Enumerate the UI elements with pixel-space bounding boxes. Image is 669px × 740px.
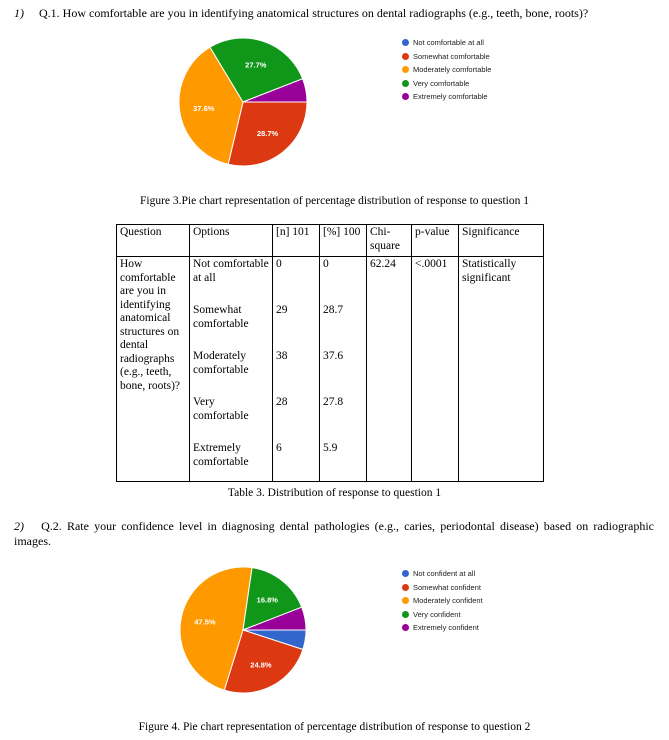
legend-dot [402,39,409,46]
question-1-text: Q.1. How comfortable are you in identifying anatomical structures on dental radiographs (e.g., teeth, bone, roots)? [39,6,589,20]
legend-dot [402,624,409,631]
question-2-text: Q.2. Rate your confidence level in diagnosing dental pathologies (e.g., caries, periodontal disease) based on radiographic images. [14,519,655,548]
legend-dot [402,80,409,87]
chi-square-cell: 62.24 [367,257,412,482]
legend-item [402,581,483,595]
pie-chart-question-1 [160,30,330,180]
pie-data-label: 27.7% [245,60,267,70]
table-header-row [117,225,544,257]
pie-chart-question-2 [163,560,333,700]
legend-label: Somewhat comfortable [413,51,490,61]
legend-label: Moderately comfortable [413,65,492,74]
header-options: Options [190,225,273,257]
legend-label: Very confident [413,609,461,619]
n-value: 38 [276,350,288,362]
n-value: 6 [276,442,282,454]
legend-dot [402,66,409,73]
option-item: Not comfortable at all [193,258,269,284]
legend-item [402,77,491,91]
n-value: 0 [276,258,282,270]
percent-value: 27.8 [323,396,344,408]
legend-dot [402,584,409,591]
question-2-number: 2) [14,519,24,533]
header-chi-square: Chi-square [367,225,412,257]
pie-data-label: 24.8% [250,660,272,670]
significance-cell: Statistically significant [459,257,544,482]
legend-dot [402,93,409,100]
legend-item [402,608,483,622]
percent-value: 0 [323,258,329,270]
legend-dot [402,611,409,618]
legend-label: Extremely confident [413,623,479,632]
legend-label: Not confident at all [413,569,476,578]
pie-data-label: 28.7% [256,129,279,139]
n-value: 28 [276,396,288,408]
legend-item [402,567,483,581]
pie-data-label: 37.6% [193,104,215,114]
option-item: Extremely comfortable [193,442,249,468]
legend-label: Not comfortable at all [413,38,484,47]
legend-item [402,90,491,104]
percent-value: 37.6 [323,350,344,362]
pie-data-label: 16.8% [256,595,278,605]
legend-dot [402,570,409,577]
legend-label: Extremely comfortable [413,92,488,101]
results-table [116,224,544,482]
legend-item [402,50,491,64]
header-percent: [%] 100 [320,225,367,257]
question-1-number: 1) [14,6,24,20]
question-2 [14,519,654,549]
option-item: Moderately comfortable [193,350,249,376]
question-1 [14,6,588,21]
legend-item [402,621,483,635]
header-question: Question [117,225,190,257]
legend-question-2 [402,567,483,635]
n-value: 29 [276,304,288,316]
header-n: [n] 101 [273,225,320,257]
p-value-cell: <.0001 [412,257,459,482]
legend-dot [402,597,409,604]
options-cell [190,257,273,482]
legend-label: Somewhat confident [413,582,481,592]
option-item: Very comfortable [193,396,249,422]
legend-question-1 [402,36,491,104]
question-cell: How comfortable are you in identifying anatomical structures on dental radiographs (e.g., teeth, bone, roots)? [117,257,190,482]
legend-dot [402,53,409,60]
percent-cell [320,257,367,482]
figure-3-caption: Figure 3.Pie chart representation of percentage distribution of response to question 1 [140,195,529,207]
table-3-caption: Table 3. Distribution of response to question 1 [227,487,442,499]
legend-label: Moderately confident [413,596,483,605]
legend-item [402,594,483,608]
legend-item [402,63,491,77]
legend-label: Very comfortable [413,78,470,88]
percent-value: 28.7 [323,304,344,316]
header-p-value: p-value [412,225,459,257]
figure-4-caption: Figure 4. Pie chart representation of percentage distribution of response to question 2 [138,721,531,733]
option-item: Somewhat comfortable [193,304,249,330]
header-significance: Significance [459,225,544,257]
pie-data-label: 47.5% [194,617,216,627]
table-row [117,257,544,482]
legend-item [402,36,491,50]
percent-value: 5.9 [323,442,338,454]
n-cell [273,257,320,482]
